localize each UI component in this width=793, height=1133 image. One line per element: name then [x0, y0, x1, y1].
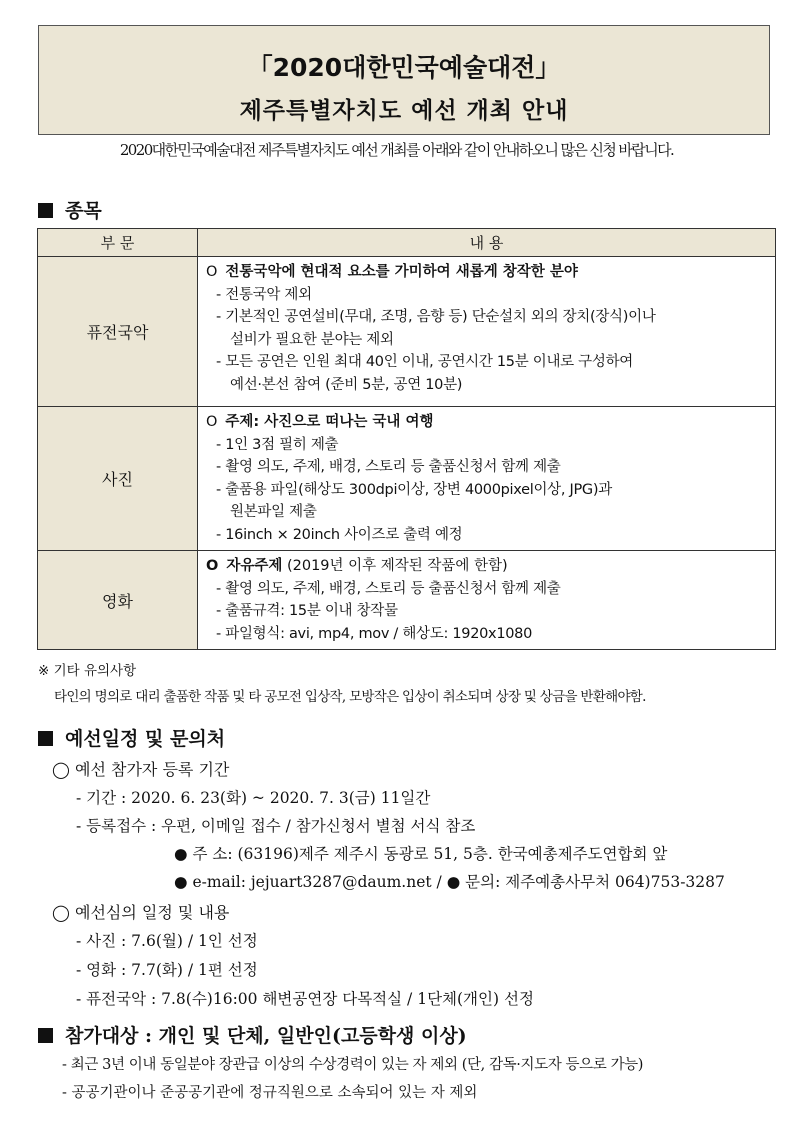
content-cell — [198, 257, 776, 407]
square-bullet-icon — [38, 1028, 53, 1043]
eligibility-line1: - 최근 3년 이내 동일분야 장관급 이상의 수상경력이 있는 자 제외 (단, 감독·지도자 등으로 가능) — [62, 1057, 644, 1073]
eligibility-line2: - 공공기관이나 준공공기관에 정규직원으로 소속되어 있는 자 제외 — [62, 1085, 478, 1101]
section-heading-schedule — [38, 724, 225, 751]
list-item: - 기본적인 공연설비(무대, 조명, 음향 등) 단순설치 외의 장치(장식)이나 설비가 필요한 분야는 제외 — [216, 309, 656, 348]
registration-period: - 기간 : 2020. 6. 23(화) ~ 2020. 7. 3(금) 11일간 — [76, 789, 431, 807]
category-cell: 영화 — [38, 551, 198, 650]
title-line2: 제주특별자치도 예선 개최 안내 — [239, 98, 569, 124]
registration-method: - 등록접수 : 우편, 이메일 접수 / 참가신청서 별첨 서식 참조 — [76, 817, 476, 835]
table-header-category: 부 문 — [38, 229, 198, 257]
list-item: - 16inch × 20inch 사이즈로 출력 예정 — [216, 526, 463, 543]
list-item: - 1인 3점 필히 제출 — [216, 436, 339, 453]
judging-photo: - 사진 : 7.6(월) / 1인 선정 — [76, 932, 258, 950]
circle-bullet-icon: O — [206, 558, 219, 574]
intro-text: 2020대한민국예술대전 제주특별자치도 예선 개최를 아래와 같이 안내하오니 많은 신청 바랍니다. — [119, 141, 674, 159]
title-line1: 「2020대한민국예술대전」 — [247, 53, 561, 82]
category-cell: 퓨전국악 — [38, 257, 198, 407]
category-cell: 사진 — [38, 407, 198, 551]
section-title: 예선일정 및 문의처 — [65, 728, 226, 750]
judging-title: ◯ 예선심의 일정 및 내용 — [52, 903, 230, 922]
table-row — [38, 257, 776, 407]
registration-title: ◯ 예선 참가자 등록 기간 — [52, 760, 230, 779]
row-headline: O 자유주제 (2019년 이후 제작된 작품에 한함) — [206, 558, 508, 574]
registration-contact: ● e-mail: jejuart3287@daum.net / ● 문의: 제주예총사무처 064)753-3287 — [174, 873, 725, 891]
list-item: - 모든 공연은 인원 최대 40인 이내, 공연시간 15분 이내로 구성하여 예선·본선 참여 (준비 5분, 공연 10분) — [216, 354, 634, 393]
list-item: - 출품용 파일(해상도 300dpi이상, 장변 4000pixel이상, JPG)과 원본파일 제출 — [216, 481, 612, 520]
section-title: 참가대상 : 개인 및 단체, 일반인(고등학생 이상) — [65, 1025, 467, 1047]
section-title: 종목 — [65, 200, 102, 222]
list-item: - 파일형식: avi, mp4, mov / 해상도: 1920x1080 — [216, 625, 533, 642]
row-headline: O 전통국악에 현대적 요소를 가미하여 새롭게 창작한 분야 — [206, 261, 767, 284]
table-row — [38, 551, 776, 650]
circle-bullet-icon: O — [206, 264, 218, 280]
list-item: - 촬영 의도, 주제, 배경, 스토리 등 출품신청서 함께 제출 — [216, 580, 561, 597]
table-row — [38, 407, 776, 551]
list-item: - 출품규격: 15분 이내 창작물 — [216, 603, 398, 619]
categories-table — [37, 228, 776, 650]
judging-film: - 영화 : 7.7(화) / 1편 선정 — [76, 961, 258, 979]
circle-bullet-icon: O — [206, 414, 218, 430]
registration-address: ● 주 소: (63196)제주 제주시 동광로 51, 5층. 한국예총제주도연합회 앞 — [174, 845, 668, 863]
title-box — [38, 25, 770, 135]
square-bullet-icon — [38, 203, 53, 218]
note-title: ※ 기타 유의사항 — [38, 663, 137, 679]
list-item: - 촬영 의도, 주제, 배경, 스토리 등 출품신청서 함께 제출 — [216, 459, 561, 475]
list-item: - 전통국악 제외 — [216, 286, 312, 303]
content-cell — [198, 407, 776, 551]
table-header-content: 내 용 — [198, 229, 776, 257]
row-headline: O 주제: 사진으로 떠나는 국내 여행 — [206, 411, 767, 434]
content-cell — [198, 551, 776, 650]
square-bullet-icon — [38, 731, 53, 746]
judging-fusion: - 퓨전국악 : 7.8(수)16:00 해변공연장 다목적실 / 1단체(개인) 선정 — [76, 990, 534, 1008]
section-heading-categories — [38, 196, 102, 223]
note-text: 타인의 명의로 대리 출품한 작품 및 타 공모전 입상작, 모방작은 입상이 취소되며 상장 및 상금을 반환해야함. — [54, 689, 646, 705]
section-heading-eligibility — [38, 1021, 467, 1048]
